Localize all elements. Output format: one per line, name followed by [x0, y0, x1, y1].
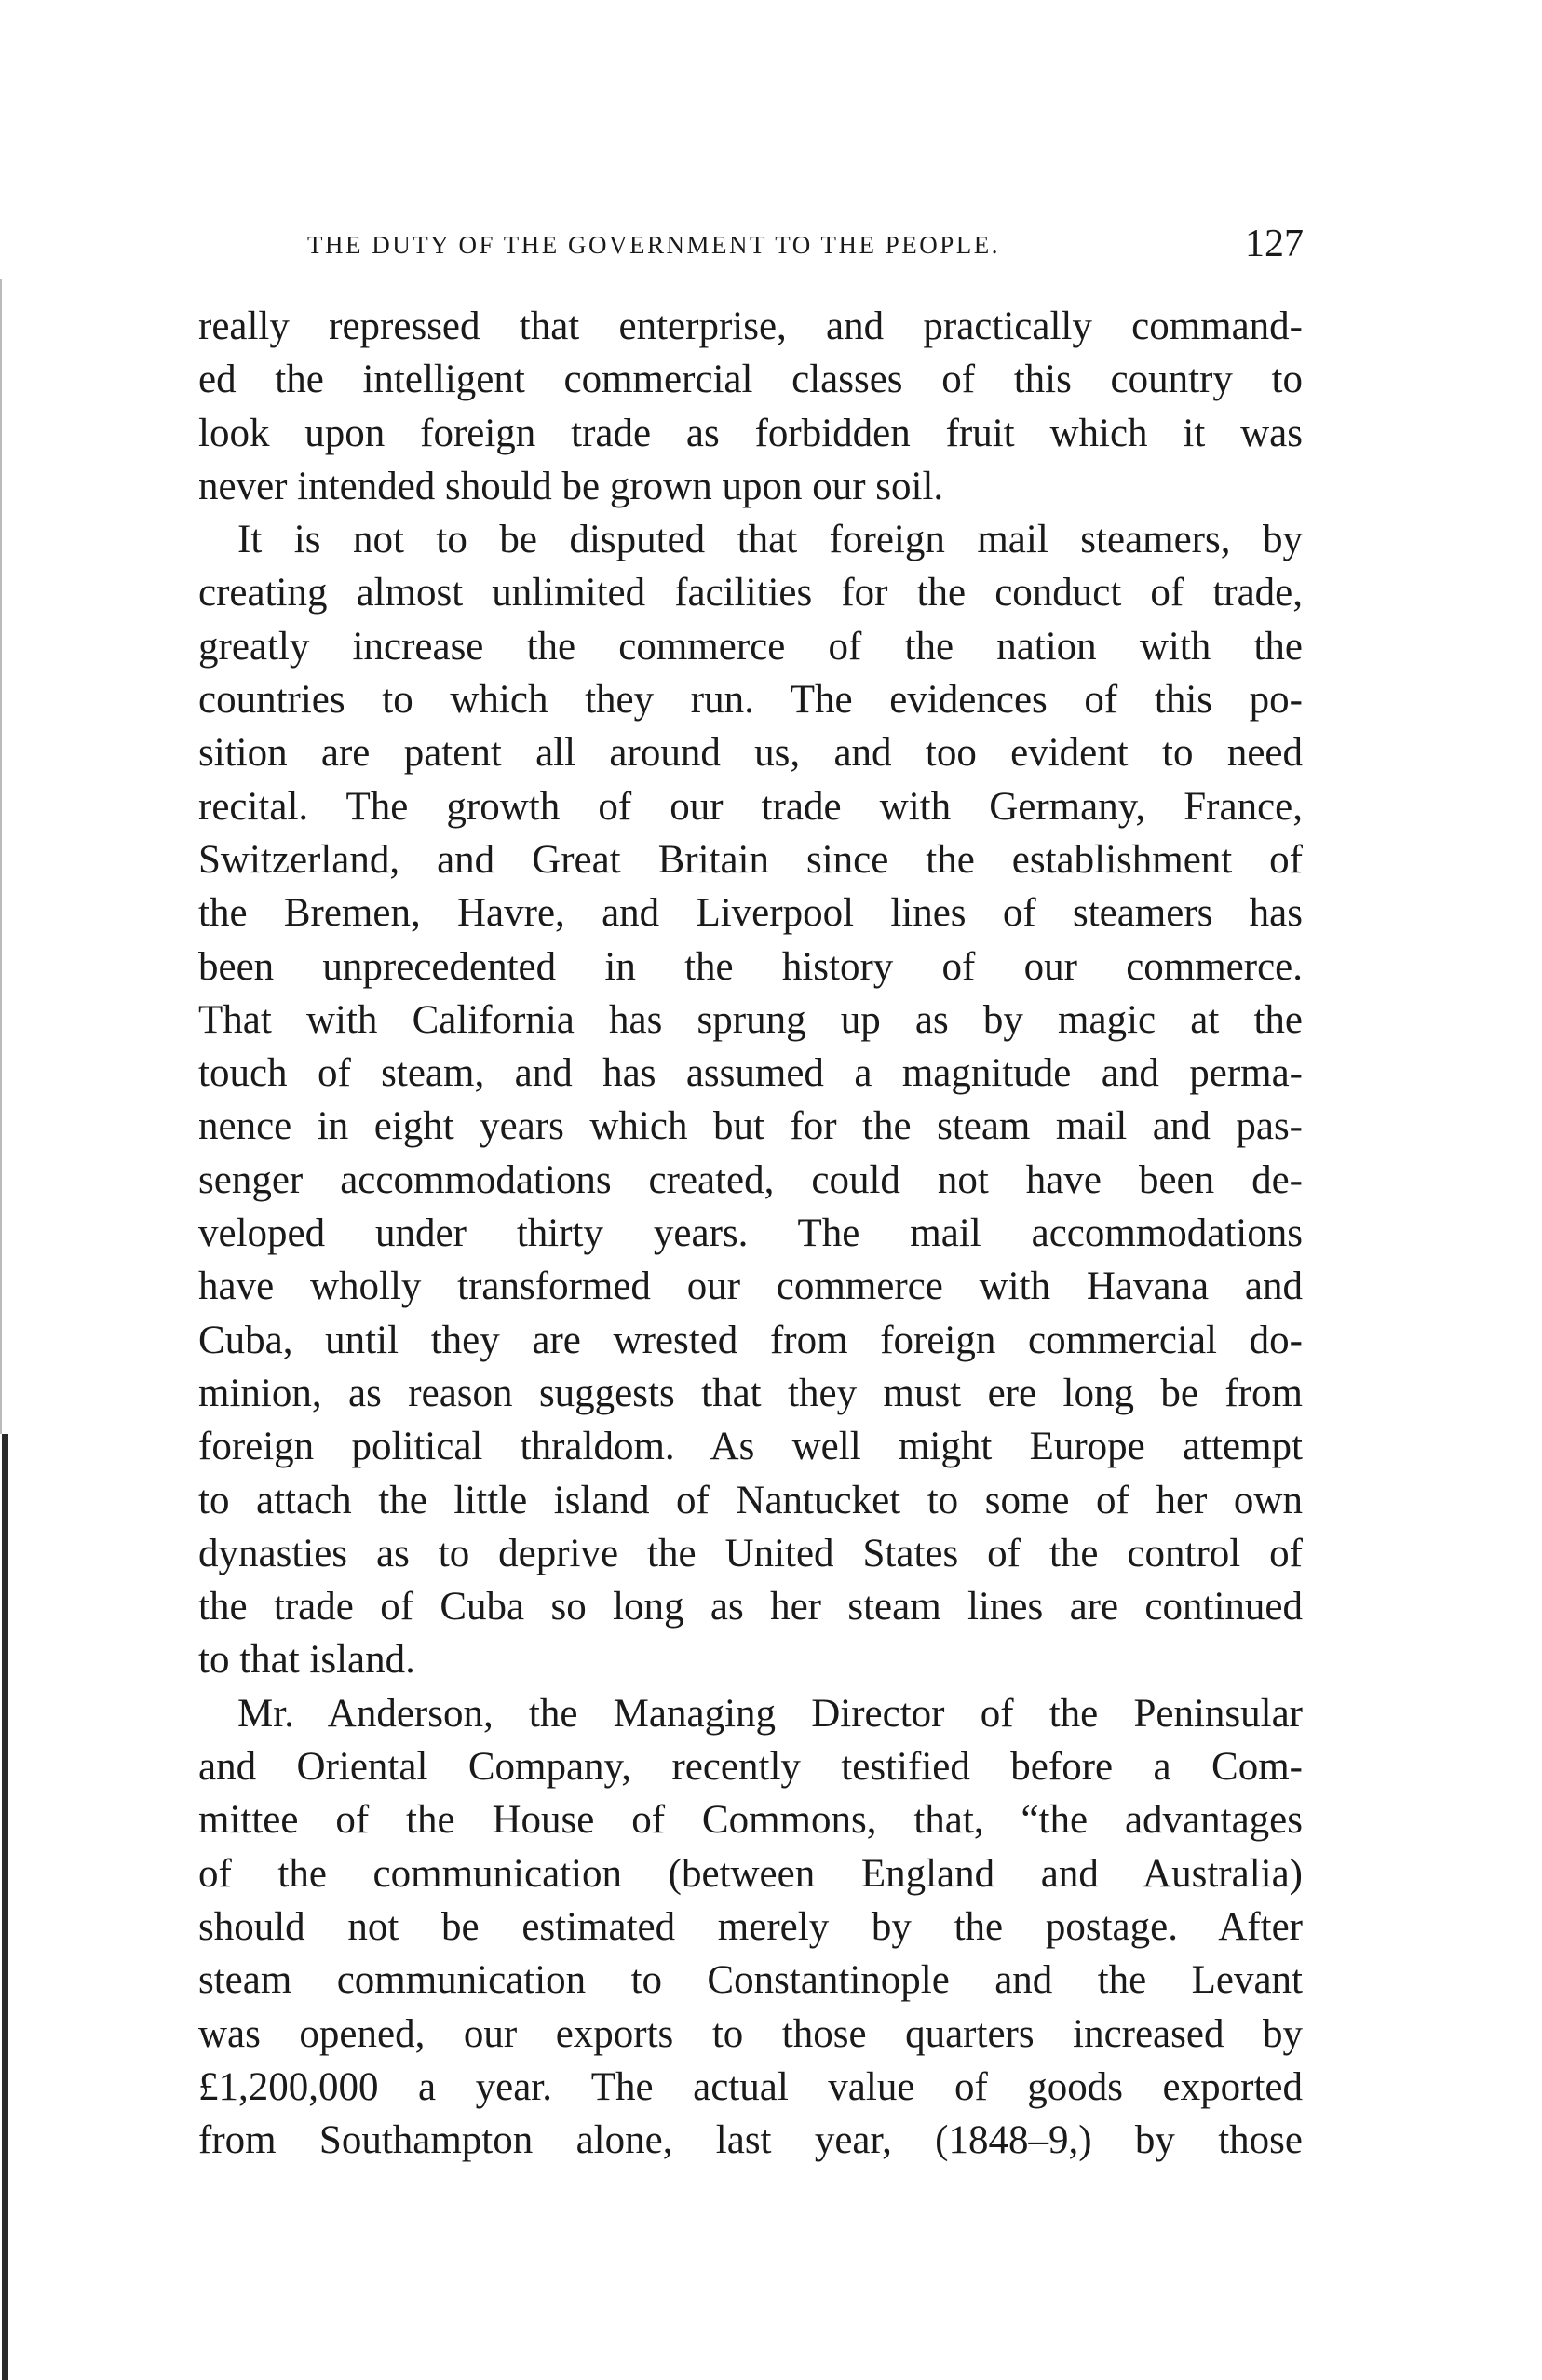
text-line: to that island. [198, 1638, 415, 1683]
text-line: countries to which they run. The evidences of this po- [198, 678, 1303, 723]
running-header [307, 222, 1304, 268]
text-line: mittee of the House of Commons, that, “the advantages [198, 1798, 1303, 1843]
text-line: greatly increase the commerce of the nation with the [198, 624, 1303, 669]
text-line: Mr. Anderson, the Managing Director of the Peninsular [237, 1691, 1303, 1736]
text-line: Switzerland, and Great Britain since the establishment of [198, 837, 1303, 882]
text-line: £1,200,000 a year. The actual value of goods exported [198, 2064, 1303, 2109]
text-line: ed the intelligent commercial classes of this country to [198, 358, 1303, 402]
text-line: veloped under thirty years. The mail accommodations [198, 1211, 1303, 1256]
text-line: foreign political thraldom. As well might Europe attempt [198, 1425, 1303, 1469]
text-line: Cuba, until they are wrested from foreign commercial do- [198, 1318, 1303, 1362]
paragraph [198, 513, 1303, 1687]
text-line: the Bremen, Havre, and Liverpool lines of steamers has [198, 891, 1303, 936]
text-line: have wholly transformed our commerce with Havana and [198, 1264, 1303, 1309]
scan-edge-faint [0, 279, 2, 1434]
text-line: and Oriental Company, recently testified before a Com- [198, 1745, 1303, 1790]
text-line: really repressed that enterprise, and practically command- [198, 304, 1303, 348]
text-line: recital. The growth of our trade with Germany, France, [198, 784, 1303, 829]
text-line: look upon foreign trade as forbidden fruit which it was [198, 411, 1303, 455]
text-line: been unprecedented in the history of our commerce. [198, 944, 1303, 989]
text-line: nence in eight years which but for the steam mail and pas- [198, 1104, 1303, 1149]
text-line: dynasties as to deprive the United States of the control of [198, 1531, 1303, 1575]
text-line: never intended should be grown upon our soil. [198, 464, 944, 508]
page-number: 127 [1245, 223, 1304, 265]
text-line: touch of steam, and has assumed a magnitude and perma- [198, 1051, 1303, 1096]
paragraph [198, 300, 1303, 513]
body-text [198, 300, 1303, 2167]
text-line: the trade of Cuba so long as her steam lines are continued [198, 1585, 1303, 1629]
text-line: senger accommodations created, could not have been de- [198, 1157, 1303, 1202]
paragraph [198, 1687, 1303, 2168]
text-line: sition are patent all around us, and too evident to need [198, 731, 1303, 776]
text-line: steam communication to Constantinople and the Levant [198, 1958, 1303, 2003]
text-line: of the communication (between England and Australia) [198, 1851, 1303, 1896]
text-line: It is not to be disputed that foreign mail steamers, by [237, 518, 1303, 562]
text-line: creating almost unlimited facilities for the conduct of trade, [198, 571, 1303, 615]
text-line: should not be estimated merely by the postage. After [198, 1904, 1303, 1949]
running-title: THE DUTY OF THE GOVERNMENT TO THE PEOPLE. [307, 231, 1001, 259]
text-line: was opened, our exports to those quarters increased by [198, 2011, 1303, 2056]
scan-edge [2, 1434, 8, 2380]
text-line: That with California has sprung up as by magic at the [198, 997, 1303, 1042]
text-line: minion, as reason suggests that they must ere long be from [198, 1371, 1303, 1415]
text-line: to attach the little island of Nantucket to some of her own [198, 1478, 1303, 1522]
text-line: from Southampton alone, last year, (1848–9,) by those [198, 2118, 1303, 2163]
